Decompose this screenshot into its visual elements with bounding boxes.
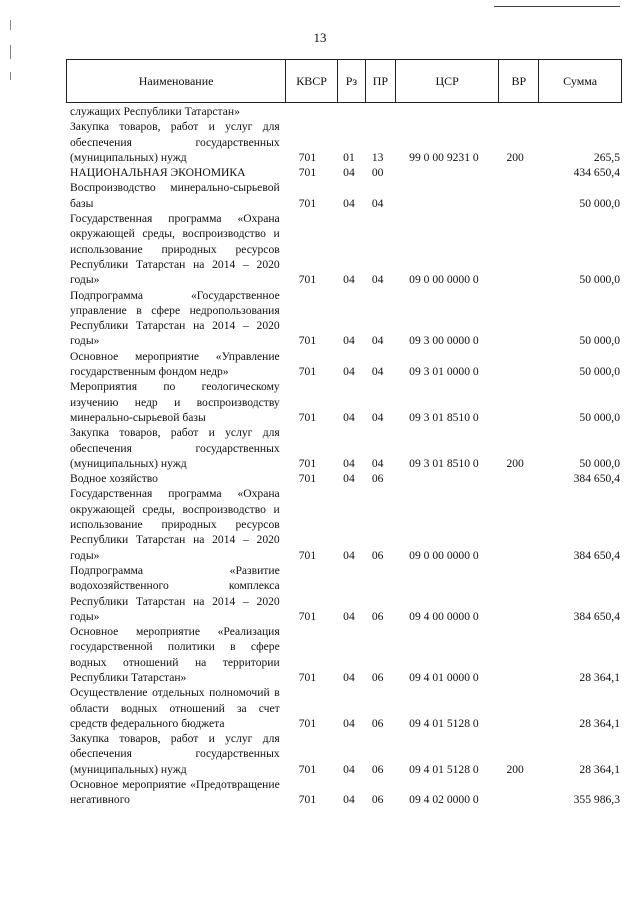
row-rz: 01 bbox=[343, 150, 355, 164]
row-kvsr: 701 bbox=[298, 456, 317, 470]
row-sum: 28 364,1 bbox=[579, 716, 620, 730]
row-kvsr: 701 bbox=[298, 166, 317, 180]
table-row bbox=[66, 349, 622, 380]
header-vr: ВР bbox=[499, 60, 539, 102]
table-row bbox=[66, 471, 622, 486]
row-kvsr: 701 bbox=[298, 196, 317, 210]
row-sum: 50 000,0 bbox=[579, 365, 620, 379]
row-kvsr: 701 bbox=[298, 548, 317, 562]
row-name: Основное мероприятие «Предотвращение негативного bbox=[70, 778, 280, 807]
header-pr: ПР bbox=[366, 60, 396, 102]
row-kvsr: 701 bbox=[298, 273, 317, 287]
row-sum: 434 650,4 bbox=[573, 166, 620, 180]
table-row bbox=[66, 731, 622, 777]
row-rz: 04 bbox=[343, 472, 355, 486]
row-kvsr: 701 bbox=[298, 762, 317, 776]
row-csr: 09 3 01 0000 0 bbox=[409, 365, 479, 379]
row-sum: 28 364,1 bbox=[579, 762, 620, 776]
row-pr: 04 bbox=[371, 410, 384, 424]
row-name: Основное мероприятие «Реализация государственной политики в сфере водных отношений на территории Республики Татарстан» bbox=[70, 625, 280, 684]
row-name: Закупка товаров, работ и услуг для обеспечения государственных (муниципальных) нужд bbox=[70, 426, 280, 470]
row-pr: 06 bbox=[371, 762, 384, 776]
row-vr: 200 bbox=[506, 150, 524, 164]
row-sum: 384 650,4 bbox=[573, 609, 620, 623]
row-sum: 384 650,4 bbox=[573, 472, 620, 486]
table-header bbox=[66, 59, 622, 103]
row-rz: 04 bbox=[343, 793, 355, 807]
row-pr: 00 bbox=[371, 166, 384, 180]
row-kvsr: 701 bbox=[298, 150, 317, 164]
row-rz: 04 bbox=[343, 762, 355, 776]
table-row bbox=[66, 425, 622, 471]
table-row bbox=[66, 119, 622, 165]
row-kvsr: 701 bbox=[298, 365, 317, 379]
margin-mark bbox=[10, 45, 11, 59]
row-pr: 06 bbox=[371, 609, 384, 623]
table-body bbox=[66, 104, 622, 808]
row-pr: 06 bbox=[371, 793, 384, 807]
row-name: Закупка товаров, работ и услуг для обеспечения государственных (муниципальных) нужд bbox=[70, 120, 280, 164]
row-pr: 04 bbox=[371, 273, 384, 287]
row-pr: 06 bbox=[371, 716, 384, 730]
table-row bbox=[66, 180, 622, 211]
row-pr: 04 bbox=[371, 456, 384, 470]
row-rz: 04 bbox=[343, 273, 355, 287]
row-rz: 04 bbox=[343, 166, 355, 180]
row-pr: 06 bbox=[371, 472, 384, 486]
row-sum: 384 650,4 bbox=[573, 548, 620, 562]
table-row bbox=[66, 165, 622, 180]
row-sum: 50 000,0 bbox=[579, 273, 620, 287]
row-name: Государственная программа «Охрана окружающей среды, воспроизводство и использование природных ресурсов Республики Татарстан на 2014 – 2020 годы» bbox=[70, 212, 280, 287]
table-row bbox=[66, 486, 622, 562]
header-sum: Сумма bbox=[563, 73, 598, 88]
row-name: Основное мероприятие «Управление государственным фондом недр» bbox=[70, 349, 280, 379]
row-kvsr: 701 bbox=[298, 472, 317, 486]
row-csr: 09 4 01 5128 0 bbox=[409, 716, 479, 730]
row-kvsr: 701 bbox=[298, 670, 317, 684]
row-rz: 04 bbox=[343, 609, 355, 623]
row-name: Воспроизводство минерально-сырьевой базы bbox=[70, 181, 280, 210]
row-pr: 06 bbox=[371, 670, 384, 684]
row-pr: 06 bbox=[371, 548, 384, 562]
row-csr: 09 3 01 8510 0 bbox=[409, 410, 479, 424]
header-kvsr: КВСР bbox=[286, 60, 338, 102]
row-pr: 04 bbox=[371, 365, 384, 379]
row-kvsr: 701 bbox=[298, 609, 317, 623]
row-rz: 04 bbox=[343, 716, 355, 730]
header-csr: ЦСР bbox=[396, 60, 500, 102]
table-row bbox=[66, 104, 622, 119]
row-csr: 09 0 00 0000 0 bbox=[409, 273, 479, 287]
table-row bbox=[66, 777, 622, 808]
row-rz: 04 bbox=[343, 410, 355, 424]
row-csr: 09 4 00 0000 0 bbox=[409, 609, 479, 623]
margin-mark bbox=[10, 72, 11, 80]
row-sum: 50 000,0 bbox=[579, 334, 620, 348]
row-csr: 09 4 01 0000 0 bbox=[409, 670, 479, 684]
row-sum: 50 000,0 bbox=[579, 196, 620, 210]
table-row bbox=[66, 379, 622, 425]
row-csr: 09 4 02 0000 0 bbox=[409, 793, 479, 807]
row-sum: 50 000,0 bbox=[579, 456, 620, 470]
row-rz: 04 bbox=[343, 670, 355, 684]
row-sum: 265,5 bbox=[593, 150, 620, 164]
row-name: Подпрограмма «Развитие водохозяйственного комплекса Республики Татарстан на 2014 – 2020 годы» bbox=[70, 563, 280, 623]
row-csr: 09 4 01 5128 0 bbox=[409, 762, 479, 776]
row-name: Водное хозяйство bbox=[70, 472, 158, 486]
page-number: 13 bbox=[313, 30, 327, 45]
row-rz: 04 bbox=[343, 365, 355, 379]
row-rz: 04 bbox=[343, 548, 355, 562]
table-row bbox=[66, 685, 622, 731]
header-rz: Рз bbox=[338, 60, 366, 102]
row-name: Государственная программа «Охрана окружающей среды, воспроизводство и использование природных ресурсов Республики Татарстан на 2014 – 2020 годы» bbox=[70, 487, 280, 562]
table-row bbox=[66, 288, 622, 349]
row-kvsr: 701 bbox=[298, 716, 317, 730]
row-name: Закупка товаров, работ и услуг для обеспечения государственных (муниципальных) нужд bbox=[70, 732, 280, 776]
row-kvsr: 701 bbox=[298, 793, 317, 807]
row-rz: 04 bbox=[343, 334, 355, 348]
row-rz: 04 bbox=[343, 456, 355, 470]
row-pr: 13 bbox=[371, 150, 384, 164]
row-name: Мероприятия по геологическому изучению недр и воспроизводству минерально-сырьевой базы bbox=[70, 380, 280, 424]
row-sum: 355 986,3 bbox=[573, 793, 620, 807]
row-kvsr: 701 bbox=[298, 334, 317, 348]
row-pr: 04 bbox=[371, 196, 384, 210]
row-csr: 09 3 00 0000 0 bbox=[409, 334, 479, 348]
row-name: Подпрограмма «Государственное управление в сфере недропользования Республики Татарстан на 2014 – 2020 годы» bbox=[70, 288, 280, 348]
top-rule bbox=[494, 6, 620, 7]
header-name: Наименование bbox=[67, 60, 286, 102]
row-vr: 200 bbox=[506, 762, 524, 776]
row-rz: 04 bbox=[343, 196, 355, 210]
row-csr: 09 0 00 0000 0 bbox=[409, 548, 479, 562]
row-pr: 04 bbox=[371, 334, 384, 348]
row-kvsr: 701 bbox=[298, 410, 317, 424]
table-row bbox=[66, 624, 622, 685]
row-vr: 200 bbox=[506, 456, 524, 470]
row-csr: 09 3 01 8510 0 bbox=[409, 456, 479, 470]
row-name: НАЦИОНАЛЬНАЯ ЭКОНОМИКА bbox=[70, 166, 246, 180]
row-sum: 50 000,0 bbox=[579, 410, 620, 424]
row-csr: 99 0 00 9231 0 bbox=[409, 150, 479, 164]
row-name: Осуществление отдельных полномочий в области водных отношений за счет средств федерального бюджета bbox=[70, 686, 280, 730]
table-row bbox=[66, 563, 622, 624]
table-row bbox=[66, 211, 622, 287]
margin-mark bbox=[10, 20, 11, 30]
row-sum: 28 364,1 bbox=[579, 670, 620, 684]
row-name: служащих Республики Татарстан» bbox=[70, 105, 240, 118]
